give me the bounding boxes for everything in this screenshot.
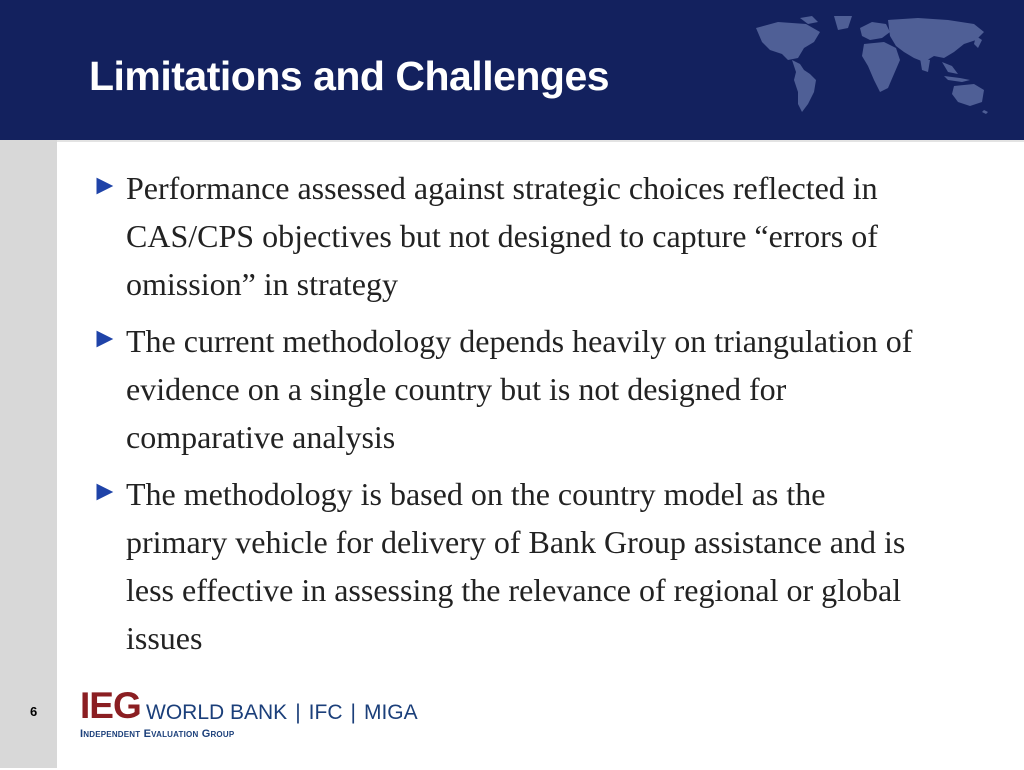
- header-bar: [0, 0, 1024, 140]
- left-sidebar-strip: [0, 140, 57, 768]
- slide-title: Limitations and Challenges: [89, 53, 610, 99]
- bullet-item: [91, 317, 931, 461]
- slide-number: 6: [30, 704, 38, 719]
- logo-org-world-bank: WORLD BANK: [146, 701, 288, 724]
- bullet-item: [91, 164, 931, 308]
- world-map-icon: [748, 14, 996, 114]
- logo-org-ifc: IFC: [308, 701, 343, 724]
- arrow-right-icon: ►: [91, 476, 119, 507]
- bullet-text: The methodology is based on the country model as the primary vehicle for delivery of Bank Group assistance and is less effective in assessing the relevance of regional or global issues: [126, 476, 906, 656]
- bullet-list: [91, 164, 931, 671]
- arrow-right-icon: ►: [91, 170, 119, 201]
- bullet-text: Performance assessed against strategic choices reflected in CAS/CPS objectives but not designed to capture “errors of omission” in strategy: [126, 170, 878, 302]
- logo-org-miga: MIGA: [363, 701, 418, 724]
- arrow-right-icon: ►: [91, 323, 119, 354]
- logo-separator: |: [295, 701, 301, 724]
- logo-separator: |: [350, 701, 356, 724]
- logo-subtitle: Independent Evaluation Group: [80, 728, 235, 740]
- bullet-item: [91, 470, 931, 662]
- ieg-logo: [80, 685, 460, 746]
- bullet-text: The current methodology depends heavily on triangulation of evidence on a single country but is not designed for comparative analysis: [126, 323, 913, 455]
- logo-organizations: [146, 700, 418, 726]
- logo-mark: IEG: [80, 685, 141, 726]
